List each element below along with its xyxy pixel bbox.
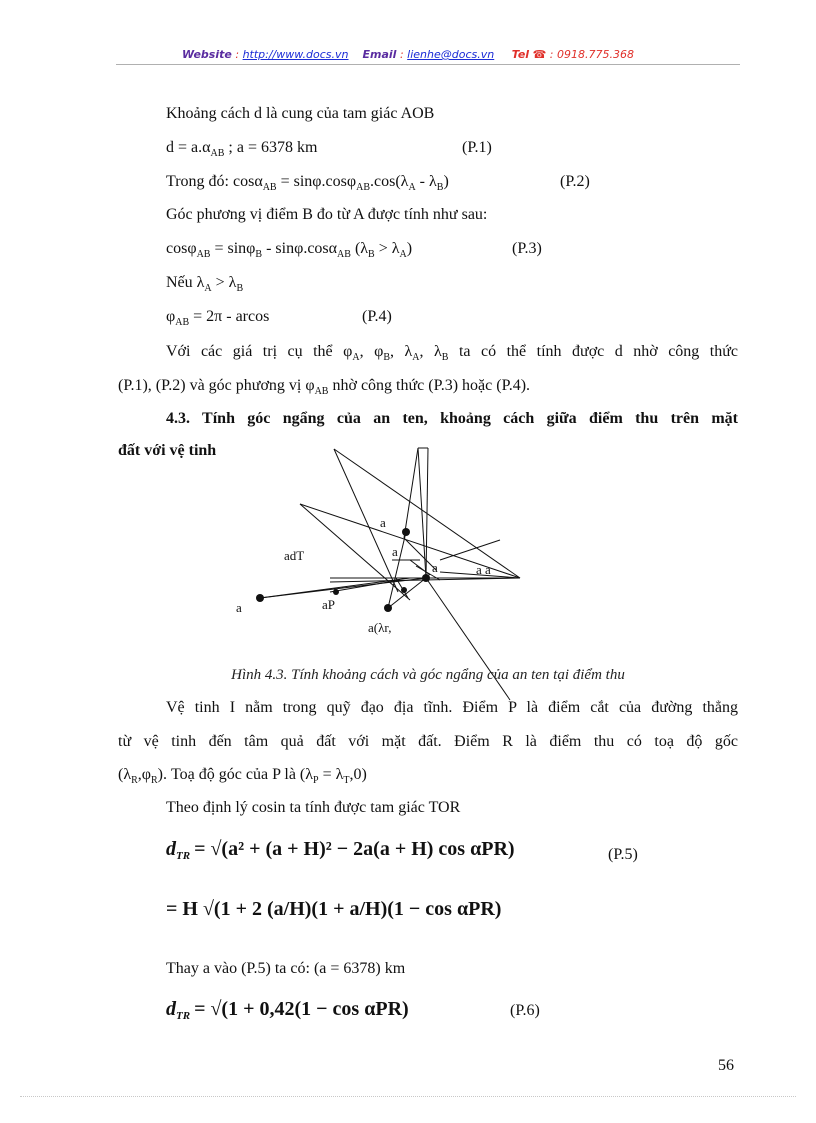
fig-label-a-lr: a(λr, [368, 620, 392, 635]
paragraph-line-1: Vệ tinh I nằm trong quỹ đạo địa tĩnh. Điểm P là điểm cắt của đường thẳng [166, 699, 738, 716]
fig-label-aa: a a [476, 562, 491, 577]
paragraph-line-2: từ vệ tinh đến tâm quả đất với mặt đất. Điểm R là điểm thu có toạ độ gốc [118, 733, 738, 750]
text-line-1: Khoảng cách d là cung của tam giác AOB [166, 105, 435, 122]
fig-label-a-small: a [392, 544, 398, 559]
ref-p2: (P.2) [560, 173, 590, 190]
ref-p1: (P.1) [462, 139, 492, 156]
ref-p5: (P.5) [608, 846, 638, 863]
point-p [333, 589, 339, 595]
fig-label-a-left: a [236, 600, 242, 615]
fig-label-a-top: a [380, 515, 386, 530]
page-number: 56 [718, 1057, 734, 1074]
equation-p2: Trong đó: $\cos\alpha_{AB} = \sin\varphi.\cos\varphi_{AB}.\cos(\lambda_A - \lambda_B)$ [166, 173, 449, 194]
ref-p3: (P.3) [512, 240, 542, 257]
text-line-4: Góc phương vị điểm B đo từ A được tính như sau: [166, 206, 488, 223]
page-header: Website : http://www.docs.vn Email : lienhe@docs.vn Tel ☎ : 0918.775.368 [182, 48, 634, 61]
equation-p3: cosφ$_{AB}$ = sinφ$_B$ - sinφ.cosα$_{AB}$ $(\lambda_B > \lambda_A)$ [166, 240, 413, 261]
section-heading: 4.3. Tính góc ngẩng của an ten, khoảng cách giữa điểm thu trên mặt [166, 410, 738, 427]
paragraph-line-4: Theo định lý cosin ta tính được tam giác TOR [166, 799, 461, 816]
fig-label-a-right: a [432, 560, 438, 575]
equation-p1: $d = a.\alpha_{AB}$ ; a = 6378 km [166, 139, 318, 160]
website-link[interactable]: http://www.docs.vn [242, 48, 349, 61]
equation-p6: $d_{TR} = √(1 + 0,42(1 - \cos \alpha PR)$ [166, 998, 409, 1023]
equation-p4: $\varphi_{AB} = 2\pi - arcos$ [166, 308, 270, 329]
point-mid [401, 587, 407, 593]
paragraph-line-5: Thay a vào (P.5) ta có: (a = 6378) km [166, 960, 406, 977]
text-line-6: Nếu $\lambda_A > \lambda_B$ [166, 274, 244, 295]
email-link[interactable]: lienhe@docs.vn [407, 48, 495, 61]
point-left [256, 594, 264, 602]
tel-value: 0918.775.368 [556, 48, 634, 61]
fig-line [404, 448, 418, 538]
website-label: Website [182, 48, 232, 61]
footer-divider [20, 1096, 796, 1097]
paragraph-line-3: $(\lambda_R,\varphi_R)$. Toạ độ góc của P là $(\lambda_P = \lambda_T,0)$ [118, 766, 367, 787]
point-top [402, 528, 410, 536]
text-line-9: (P.1), (P.2) và góc phương vị $\varphi_{AB}$ nhờ công thức (P.3) hoặc (P.4). [118, 377, 531, 398]
section-heading-cont: đất với vệ tinh [118, 442, 217, 459]
equation-p5-expanded: = H √(1 + 2 (a/H)(1 + a/H)(1 − cos αPR) [166, 898, 502, 920]
text-line-8: Với các giá trị cụ thể $\varphi_A$, $\varphi_B$, $\lambda_A$, $\lambda_B$ ta có thể tính được d nhờ công thức [166, 343, 739, 364]
fig-label-adT: adT [284, 548, 305, 563]
email-label: Email [362, 48, 397, 61]
point-bottom [384, 604, 392, 612]
tel-label: Tel [511, 48, 530, 61]
ref-p4: (P.4) [362, 308, 392, 325]
fig-label-aP: aP [322, 597, 335, 612]
point-center [422, 574, 430, 582]
equation-p5: $d_{TR} = √(a^2 + (a + H)^2 - 2a(a + H)$ cos αPR) [166, 838, 515, 863]
phone-icon: ☎ [532, 48, 547, 61]
figure-caption: Hình 4.3. Tính khoảng cách và góc ngẩng của an ten tại điểm thu [231, 667, 625, 683]
ref-p6: (P.6) [510, 1002, 540, 1019]
fig-line [334, 449, 398, 592]
